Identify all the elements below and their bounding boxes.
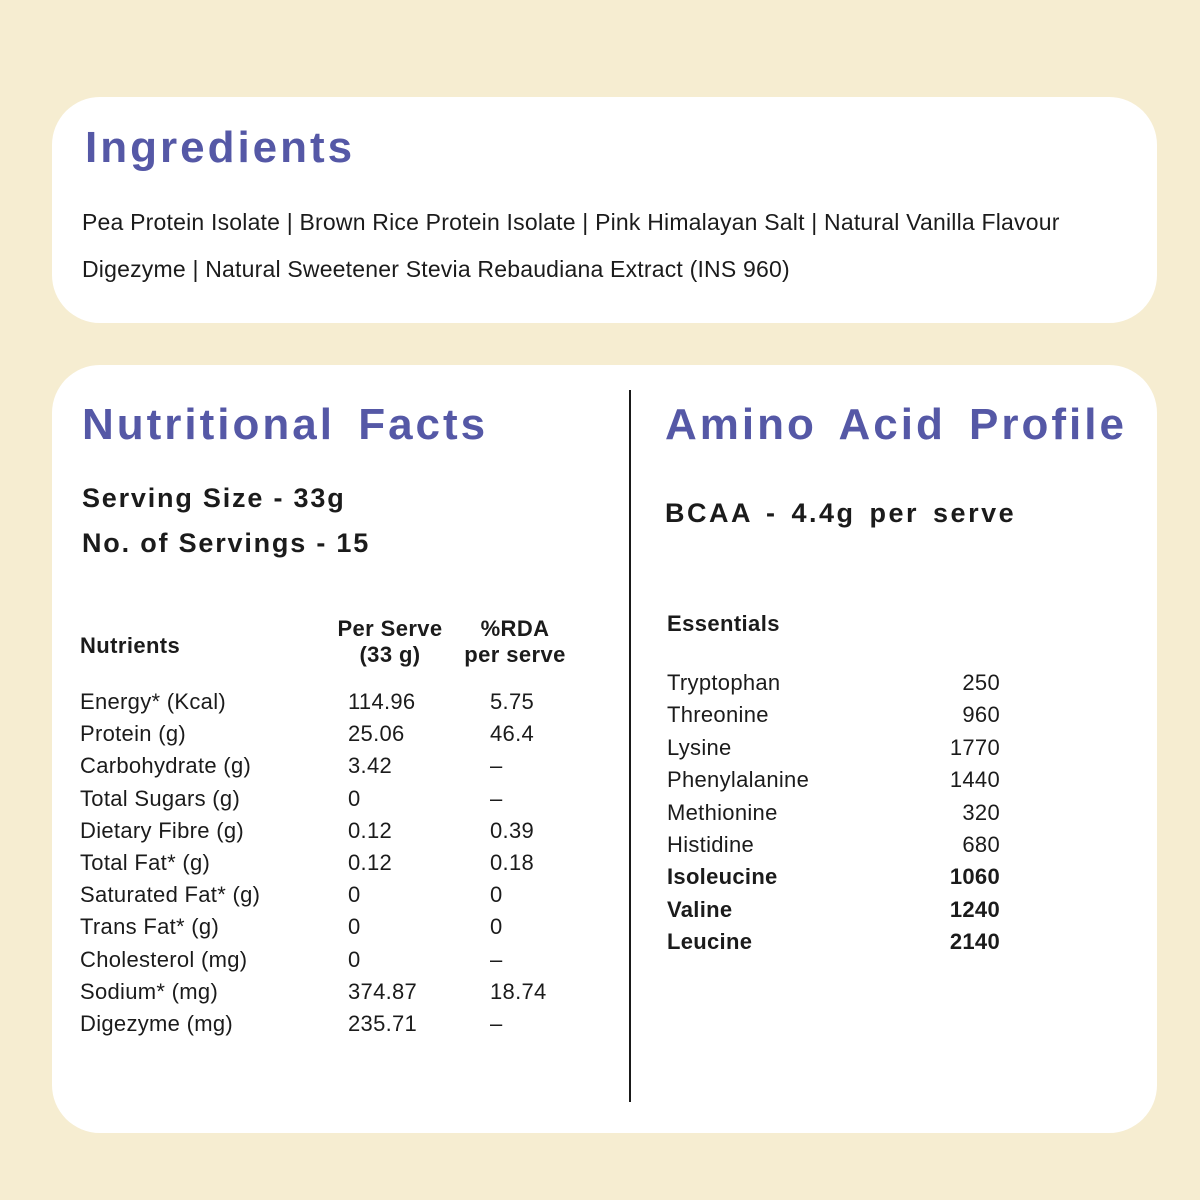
amino-value: 680 [962, 831, 1000, 857]
amino-value: 320 [962, 799, 1000, 825]
amino-value: 1770 [949, 734, 1000, 760]
nutrient-per-serve: 0 [348, 785, 361, 811]
list-item [667, 897, 1000, 929]
amino-name: Valine [667, 896, 733, 922]
column-header-nutrients: Nutrients [80, 633, 181, 658]
nutrient-per-serve: 0.12 [348, 817, 393, 843]
table-row [80, 721, 640, 753]
servings-count: No. of Servings - 15 [82, 528, 371, 558]
nutrient-per-serve: 25.06 [348, 721, 405, 747]
nutrient-rda: 0 [490, 882, 503, 908]
table-row [80, 882, 640, 914]
column-header-rda-line1: %RDA [480, 616, 550, 641]
nutrient-name: Digezyme (mg) [80, 1010, 234, 1036]
column-header-per-serve-line1: Per Serve [337, 616, 443, 641]
nutrient-per-serve: 235.71 [348, 1010, 418, 1036]
list-item [667, 702, 1000, 734]
nutrient-rda: – [490, 1010, 503, 1036]
amino-name: Histidine [667, 831, 755, 857]
amino-name: Phenylalanine [667, 767, 810, 793]
amino-acids-table [667, 670, 1000, 962]
nutrient-per-serve: 3.42 [348, 753, 393, 779]
list-item [667, 832, 1000, 864]
nutrient-name: Cholesterol (mg) [80, 946, 248, 972]
serving-size: Serving Size - 33g [82, 483, 346, 513]
amino-name: Isoleucine [667, 864, 778, 890]
nutrient-per-serve: 0 [348, 914, 361, 940]
nutrient-name: Saturated Fat* (g) [80, 882, 261, 908]
table-row [80, 786, 640, 818]
amino-value: 960 [962, 702, 1000, 728]
nutrient-rda: 5.75 [490, 689, 535, 714]
amino-value: 1440 [949, 767, 1000, 793]
nutrient-name: Trans Fat* (g) [80, 914, 220, 940]
nutrient-rda: – [490, 946, 503, 972]
nutrient-rda: 0.18 [490, 849, 535, 875]
ingredients-title: Ingredients [85, 123, 356, 172]
nutrient-rda: – [490, 753, 503, 779]
table-row [80, 947, 640, 979]
nutrient-rda: 46.4 [490, 721, 535, 747]
table-row [80, 914, 640, 946]
nutrient-per-serve: 0.12 [348, 849, 393, 875]
amino-acid-profile-title: Amino Acid Profile [665, 400, 1127, 449]
table-row [80, 1011, 640, 1043]
list-item [667, 670, 1000, 702]
amino-name: Threonine [667, 702, 769, 728]
amino-value: 1060 [949, 864, 1000, 890]
table-row [80, 850, 640, 882]
essentials-label: Essentials [667, 611, 780, 636]
ingredients-line-1: Pea Protein Isolate | Brown Rice Protein Isolate | Pink Himalayan Salt | Natural Vanilla Flavour [82, 209, 1060, 235]
nutrient-per-serve: 374.87 [348, 978, 418, 1004]
nutrient-name: Dietary Fibre (g) [80, 817, 245, 843]
nutrient-name: Total Fat* (g) [80, 849, 211, 875]
table-row [80, 979, 640, 1011]
list-item [667, 735, 1000, 767]
list-item [667, 767, 1000, 799]
list-item [667, 800, 1000, 832]
list-item [667, 864, 1000, 896]
nutritional-facts-title: Nutritional Facts [82, 400, 489, 449]
nutrient-name: Protein (g) [80, 721, 187, 747]
column-header-per-serve-line2: (33 g) [359, 642, 421, 667]
nutrients-table [80, 689, 640, 1043]
amino-value: 250 [962, 670, 1000, 695]
table-row [80, 818, 640, 850]
nutrient-rda: 18.74 [490, 978, 547, 1004]
nutrient-name: Carbohydrate (g) [80, 753, 252, 779]
list-item [667, 929, 1000, 961]
nutrient-rda: 0 [490, 914, 503, 940]
nutrient-per-serve: 0 [348, 882, 361, 908]
ingredients-card [52, 97, 1157, 323]
table-row [80, 753, 640, 785]
column-divider [629, 390, 631, 1102]
ingredients-line-2: Digezyme | Natural Sweetener Stevia Rebaudiana Extract (INS 960) [82, 256, 790, 282]
nutrient-name: Sodium* (mg) [80, 978, 219, 1004]
nutrient-name: Energy* (Kcal) [80, 689, 227, 714]
column-header-rda [425, 616, 605, 668]
amino-name: Tryptophan [667, 670, 781, 695]
bcaa-per-serve: BCAA - 4.4g per serve [665, 498, 1017, 528]
nutrient-per-serve: 114.96 [348, 689, 416, 714]
amino-name: Leucine [667, 929, 753, 955]
ingredients-text [82, 199, 1142, 293]
amino-name: Lysine [667, 734, 732, 760]
nutrient-name: Total Sugars (g) [80, 785, 241, 811]
amino-value: 1240 [949, 896, 1000, 922]
nutrient-rda: 0.39 [490, 817, 535, 843]
amino-name: Methionine [667, 799, 778, 825]
table-row [80, 689, 640, 721]
nutrient-rda: – [490, 785, 503, 811]
nutrient-per-serve: 0 [348, 946, 361, 972]
column-header-rda-line2: per serve [464, 642, 566, 667]
amino-value: 2140 [949, 929, 1000, 955]
